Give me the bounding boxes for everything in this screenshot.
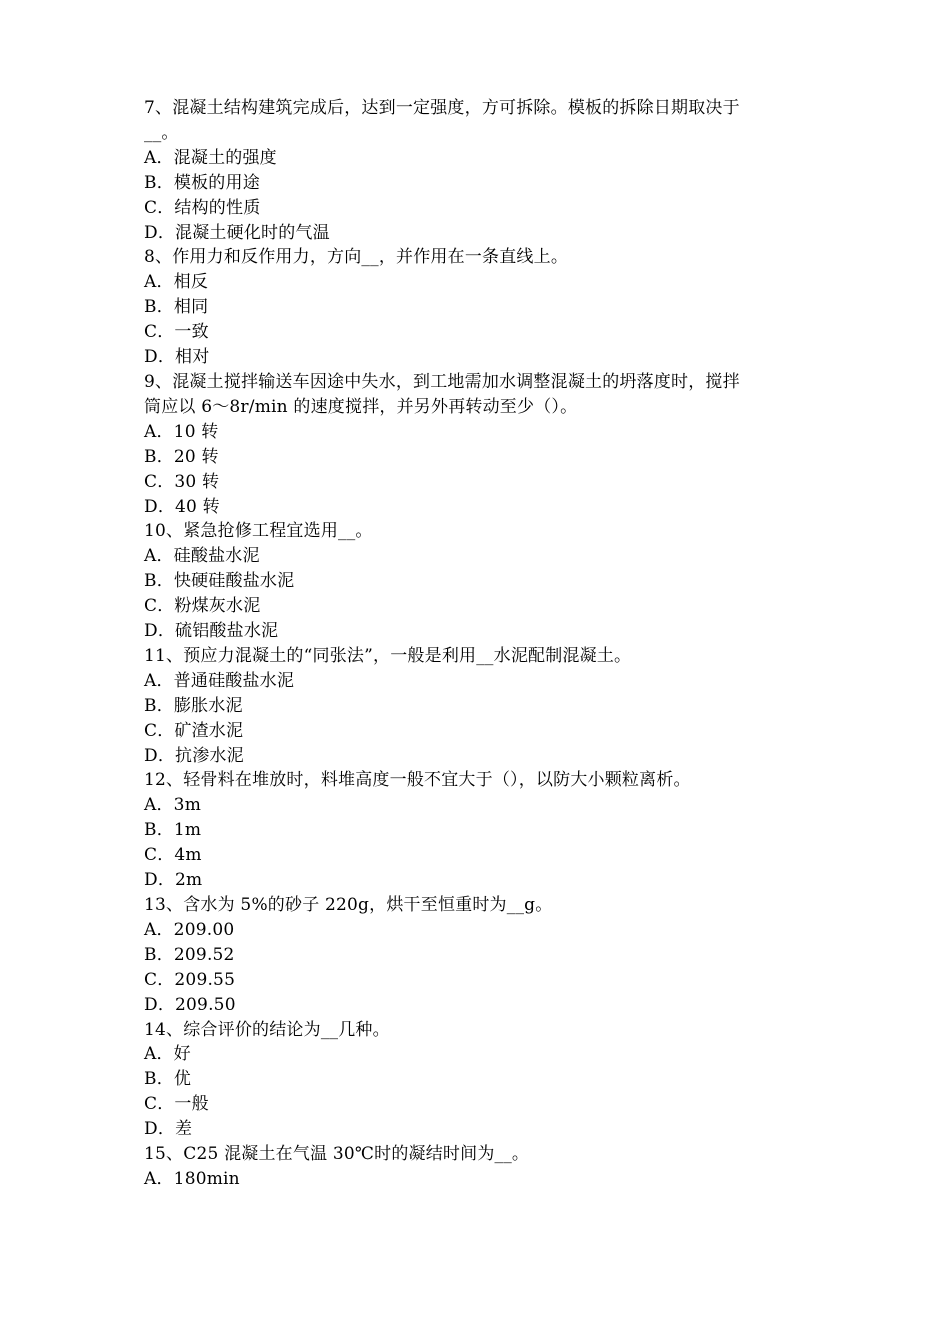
q7-option-b: B．模板的用途 — [144, 172, 260, 193]
q14-option-a: A．好 — [144, 1044, 191, 1065]
q15-stem: 15、C25 混凝土在气温 30℃时的凝结时间为__。 — [144, 1144, 530, 1165]
q11-option-c: C．矿渣水泥 — [144, 720, 244, 741]
q8-option-a: A．相反 — [144, 272, 209, 293]
q12-option-c: C．4m — [144, 845, 202, 866]
q11-stem: 11、预应力混凝土的“同张法”，一般是利用__水泥配制混凝土。 — [144, 645, 632, 666]
q9-stem-line-2: 筒应以 6～8r/min 的速度搅拌，并另外再转动至少（）。 — [144, 396, 578, 417]
q9-stem-line-1: 9、混凝土搅拌输送车因途中失水，到工地需加水调整混凝土的坍落度时，搅拌 — [144, 371, 740, 392]
q8-option-b: B．相同 — [144, 297, 209, 318]
q11-option-b: B．膨胀水泥 — [144, 695, 243, 716]
q12-option-d: D．2m — [144, 870, 203, 891]
q11-option-d: D．抗渗水泥 — [144, 745, 244, 766]
q15-option-a: A．180min — [144, 1168, 240, 1189]
q14-option-b: B．优 — [144, 1069, 192, 1090]
q8-option-c: C．一致 — [144, 322, 209, 343]
q10-option-c: C．粉煤灰水泥 — [144, 596, 261, 617]
q14-stem: 14、综合评价的结论为__几种。 — [144, 1019, 390, 1040]
q7-stem-line-1: 7、混凝土结构建筑完成后，达到一定强度，方可拆除。模板的拆除日期取决于 — [144, 98, 740, 118]
q13-option-a: A．209.00 — [144, 919, 235, 940]
q8-stem: 8、作用力和反作用力，方向__，并作用在一条直线上。 — [144, 247, 569, 268]
q12-stem: 12、轻骨料在堆放时，料堆高度一般不宜大于（），以防大小颗粒离析。 — [144, 770, 691, 791]
q8-option-d: D．相对 — [144, 347, 210, 368]
q12-option-b: B．1m — [144, 820, 202, 841]
q7-stem-line-2: __。 — [144, 122, 179, 143]
q13-option-d: D．209.50 — [144, 994, 236, 1015]
q9-option-c: C．30 转 — [144, 471, 220, 492]
q10-option-d: D．硫铝酸盐水泥 — [144, 621, 279, 642]
q7-option-a: A．混凝土的强度 — [144, 147, 277, 168]
q13-option-b: B．209.52 — [144, 944, 235, 965]
q9-option-a: A．10 转 — [144, 421, 219, 442]
q10-option-b: B．快硬硅酸盐水泥 — [144, 571, 295, 592]
q13-option-c: C．209.55 — [144, 969, 236, 990]
q10-option-a: A．硅酸盐水泥 — [144, 546, 260, 567]
document-page — [144, 96, 808, 1192]
q13-stem: 13、含水为 5%的砂子 220g，烘干至恒重时为__g。 — [144, 895, 553, 915]
q9-option-d: D．40 转 — [144, 496, 220, 517]
q11-option-a: A．普通硅酸盐水泥 — [144, 670, 295, 691]
q9-option-b: B．20 转 — [144, 446, 219, 467]
q7-option-c: C．结构的性质 — [144, 197, 261, 218]
q10-stem: 10、紧急抢修工程宜选用__。 — [144, 521, 373, 542]
q12-option-a: A．3m — [144, 795, 202, 816]
q14-option-c: C．一般 — [144, 1094, 209, 1115]
q14-option-d: D．差 — [144, 1119, 193, 1140]
q7-option-d: D．混凝土硬化时的气温 — [144, 222, 330, 243]
